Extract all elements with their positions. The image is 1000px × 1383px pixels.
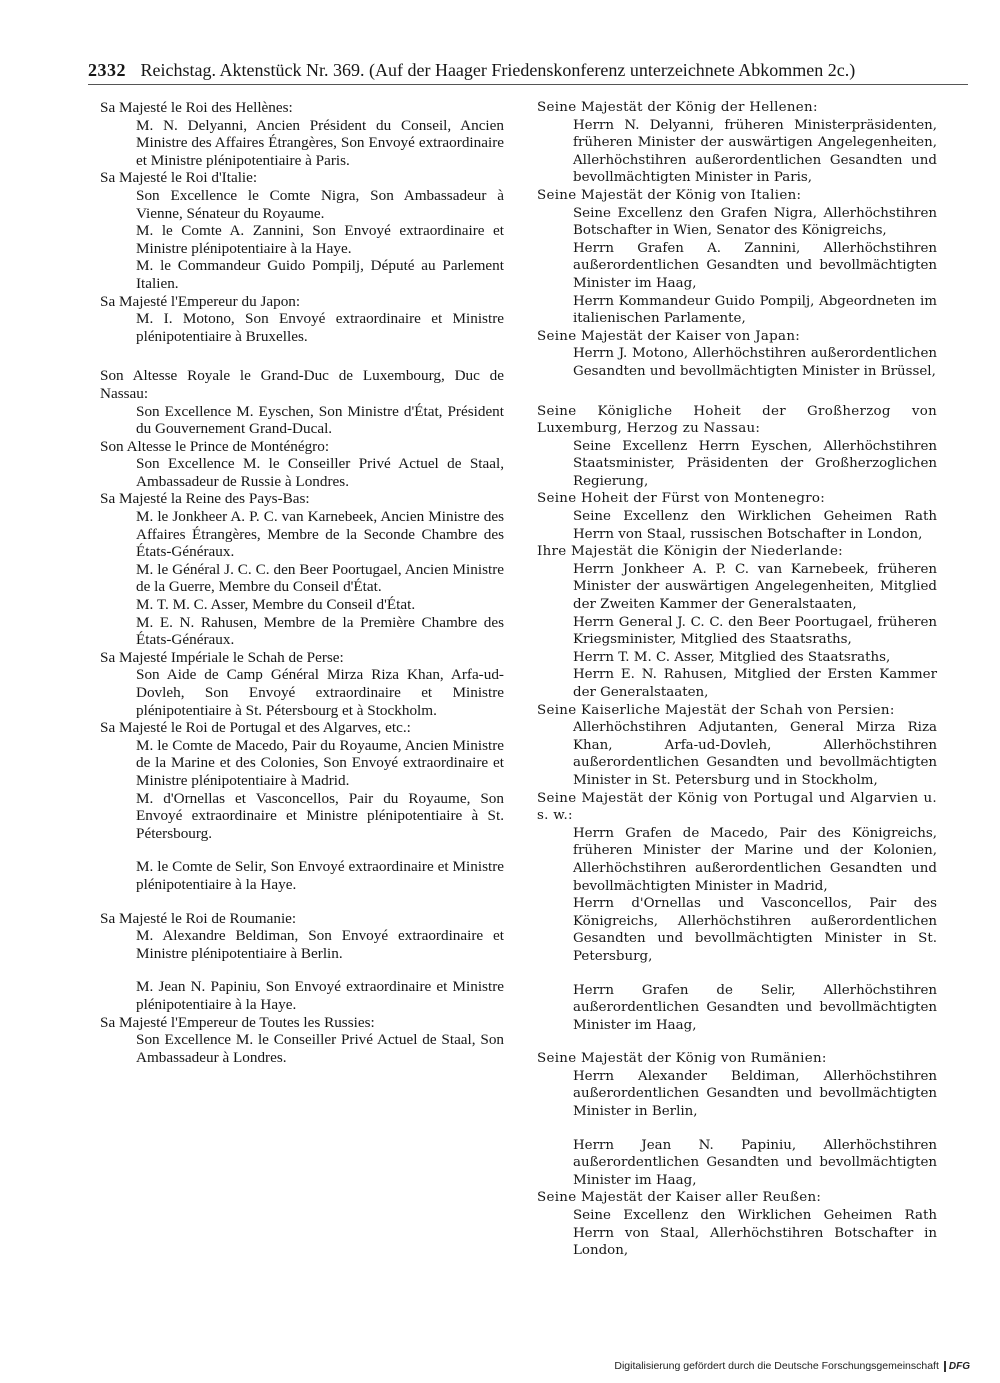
dfg-logo: DFG (944, 1361, 970, 1372)
signatory-entry (100, 910, 504, 1014)
signatory-entry (100, 367, 504, 437)
sovereign-title: Seine Majestät der Kaiser von Japan: (537, 328, 801, 344)
delegate-entry: Allerhöchstihren Adjutanten, General Mirza Riza Khan, Arfa-ud-Dovleh, Allerhöchstihren außerordentlichen Gesandten und bevollmächtigten Minister in St. Petersburg und in Stockholm, (573, 720, 937, 788)
signatory-entry (537, 99, 937, 187)
delegate-entry: M. T. M. C. Asser, Membre du Conseil d'État. (136, 596, 416, 614)
delegate-entry: M. le Jonkheer A. P. C. van Karnebeek, Ancien Ministre des Affaires Étrangères, Membre de la Seconde Chambre des États-Généraux. (136, 508, 504, 561)
page-number: 2332 (88, 60, 126, 80)
signatory-entry (100, 490, 504, 648)
delegate-entry: Son Excellence M. le Conseiller Privé Actuel de Staal, Ambassadeur de Russie à Londres. (136, 455, 504, 490)
sovereign-title: Seine Königliche Hoheit der Großherzog von Luxemburg, Herzog zu Nassau: (537, 403, 937, 437)
delegate-entry: M. le Comte de Macedo, Pair du Royaume, Ancien Ministre de la Marine et des Colonies, Son Envoyé extraordinaire et Ministre plénipotentiaire à Madrid. (136, 736, 504, 789)
delegate-entry: Seine Excellenz den Wirklichen Geheimen Rath Herrn von Staal, russischen Botschafter in London, (573, 509, 937, 542)
delegate-entry: Herrn N. Delyanni, früheren Ministerpräsidenten, früheren Minister der auswärtigen Angelegenheiten, Allerhöchstihren außerordentlichen Gesandten und bevollmächtigten Minister in Paris, (573, 117, 937, 186)
delegate-entry: M. le Comte de Selir, Son Envoyé extraordinaire et Ministre plénipotentiaire à la Haye. (136, 858, 504, 893)
signatory-entry (537, 702, 937, 790)
delegate-entry: Herrn Jean N. Papiniu, Allerhöchstihren außerordentlichen Gesandten und bevollmächtigten Minister im Haag, (573, 1137, 937, 1188)
signatory-entry (537, 187, 937, 328)
delegate-entry: M. le Commandeur Guido Pompilj, Député au Parlement Italien. (136, 257, 504, 292)
sovereign-title: Son Altesse le Prince de Monténégro: (100, 437, 330, 455)
signatory-entry (537, 790, 937, 1035)
sovereign-title: Seine Majestät der König der Hellenen: (537, 100, 818, 115)
sovereign-title: Sa Majesté l'Empereur de Toutes les Russies: (100, 1013, 375, 1031)
sovereign-title: Seine Hoheit der Fürst von Montenegro: (537, 491, 826, 507)
sovereign-title: Sa Majesté la Reine des Pays-Bas: (100, 490, 310, 508)
delegate-entry: Herrn Jonkheer A. P. C. van Karnebeek, früheren Minister der auswärtigen Angelegenheiten, Mitglied der Zweiten Kammer der Generalstaaten, (573, 561, 937, 613)
sovereign-title: Sa Majesté le Roi des Hellènes: (100, 99, 293, 116)
delegate-entry: Herrn Grafen A. Zannini, Allerhöchstihren außerordentlichen Gesandten und bevollmächtigten Minister im Haag, (573, 240, 937, 291)
delegate-entry: Herrn J. Motono, Allerhöchstihren außerordentlichen Gesandten und bevollmächtigten Minister in Brüssel, (573, 346, 937, 379)
signatory-entry (537, 328, 937, 381)
delegate-entry: Herrn General J. C. C. den Beer Poortugael, früheren Kriegsminister, Mitglied des Staatsraths, (573, 614, 937, 648)
sovereign-title: Seine Kaiserliche Majestät der Schah von Persien: (537, 702, 895, 718)
signatory-entry (537, 543, 937, 701)
delegate-entry: Son Excellence le Comte Nigra, Son Ambassadeur à Vienne, Sénateur du Royaume. (136, 186, 504, 222)
running-header (88, 58, 968, 85)
delegate-entry: Seine Excellenz Herrn Eyschen, Allerhöchstihren Staatsminister, Präsidenten der Großherzoglichen Regierung, (573, 438, 937, 489)
sovereign-title: Sa Majesté Impériale le Schah de Perse: (100, 648, 344, 666)
delegate-entry: Herrn Grafen de Selir, Allerhöchstihren außerordentlichen Gesandten und bevollmächtigten Minister im Haag, (573, 982, 937, 1033)
delegate-entry: Son Excellence M. le Conseiller Privé Actuel de Staal, Son Ambassadeur à Londres. (136, 1031, 504, 1066)
delegate-entry: Herrn Kommandeur Guido Pompilj, Abgeordneten im italienischen Parlamente, (573, 293, 937, 327)
signatory-entry (100, 293, 504, 346)
signatory-entry (537, 490, 937, 543)
signatory-entry (537, 1050, 937, 1189)
signatory-entry (100, 649, 504, 719)
running-title: Reichstag. Aktenstück Nr. 369. (Auf der Haager Friedenskonferenz unterzeichnete Abkommen 2c.) (140, 60, 856, 80)
delegate-entry: Herrn E. N. Rahusen, Mitglied der Ersten Kammer der Generalstaaten, (573, 667, 937, 700)
sovereign-title: Sa Majesté le Roi de Portugal et des Algarves, etc.: (100, 719, 411, 737)
delegate-entry: M. Alexandre Beldiman, Son Envoyé extraordinaire et Ministre plénipotentiaire à Berlin. (136, 927, 504, 962)
signatory-entry (100, 438, 504, 491)
delegate-entry: Herrn Alexander Beldiman, Allerhöchstihren außerordentlichen Gesandten und bevollmächtigten Minister in Berlin, (573, 1068, 937, 1120)
signatory-entry (100, 169, 504, 292)
delegate-entry: Seine Excellenz den Wirklichen Geheimen Rath Herrn von Staal, Allerhöchstihren Botschafter in London, (573, 1208, 937, 1259)
delegate-entry: M. E. N. Rahusen, Membre de la Première Chambre des États-Généraux. (136, 613, 504, 649)
delegate-entry: M. Jean N. Papiniu, Son Envoyé extraordinaire et Ministre plénipotentiaire à la Haye. (136, 978, 504, 1013)
german-column (537, 99, 937, 1260)
delegate-entry: M. le Général J. C. C. den Beer Poortugael, Ancien Ministre de la Guerre, Membre du Conseil d'État. (136, 560, 504, 596)
delegate-entry: M. d'Ornellas et Vasconcellos, Pair du Royaume, Son Envoyé extraordinaire et Ministre plénipotentiaire à St. Pétersbourg. (136, 789, 504, 842)
delegate-entry: Son Aide de Camp Général Mirza Riza Khan, Arfa-ud-Dovleh, Son Envoyé extraordinaire et Ministre plénipotentiaire à St. Pétersbourg et à Stockholm. (136, 666, 504, 719)
sovereign-title: Sa Majesté le Roi d'Italie: (100, 169, 258, 187)
delegate-entry: M. N. Delyanni, Ancien Président du Conseil, Ancien Ministre des Affaires Étrangères, Son Envoyé extraordinaire et Ministre plénipotentiaire à Paris. (136, 116, 504, 169)
signatory-entry (100, 1014, 504, 1067)
delegate-entry: M. le Comte A. Zannini, Son Envoyé extraordinaire et Ministre plénipotentiaire à la Haye. (136, 222, 504, 257)
sovereign-title: Ihre Majestät die Königin der Niederlande: (537, 544, 843, 560)
footer (614, 1360, 970, 1372)
sovereign-title: Sa Majesté le Roi de Roumanie: (100, 909, 297, 927)
signatory-entry (537, 403, 937, 491)
delegate-entry: Seine Excellenz den Grafen Nigra, Allerhöchstihren Botschafter in Wien, Senator des Königreichs, (573, 205, 937, 239)
sovereign-title: Seine Majestät der Kaiser aller Reußen: (537, 1190, 822, 1206)
delegate-entry: Herrn T. M. C. Asser, Mitglied des Staatsraths, (573, 649, 891, 665)
footer-credit: Digitalisierung gefördert durch die Deutsche Forschungsgemeinschaft (614, 1360, 939, 1372)
delegate-entry: Son Excellence M. Eyschen, Son Ministre d'État, Président du Gouvernement Grand-Ducal. (136, 402, 504, 438)
delegate-entry: M. I. Motono, Son Envoyé extraordinaire et Ministre plénipotentiaire à Bruxelles. (136, 310, 504, 345)
sovereign-title: Seine Majestät der König von Portugal und Algarvien u. s. w.: (537, 790, 937, 824)
french-column (100, 99, 504, 1066)
sovereign-title: Sa Majesté l'Empereur du Japon: (100, 292, 301, 310)
signatory-entry (100, 99, 504, 169)
signatory-entry (537, 1189, 937, 1259)
delegate-entry: Herrn Grafen de Macedo, Pair des Königreichs, früheren Minister der Marine und der Kolonien, Allerhöchstihren außerordentlichen Gesandten und bevollmächtigten Minister in Madrid, (573, 825, 937, 894)
sovereign-title: Son Altesse Royale le Grand-Duc de Luxembourg, Duc de Nassau: (100, 367, 504, 402)
delegate-entry: Herrn d'Ornellas und Vasconcellos, Pair des Königreichs, Allerhöchstihren außerordentlichen Gesandten und bevollmächtigten Minister in St. Petersburg, (573, 896, 937, 964)
sovereign-title: Seine Majestät der König von Rumänien: (537, 1051, 827, 1067)
sovereign-title: Seine Majestät der König von Italien: (537, 187, 802, 203)
signatory-entry (100, 719, 504, 893)
